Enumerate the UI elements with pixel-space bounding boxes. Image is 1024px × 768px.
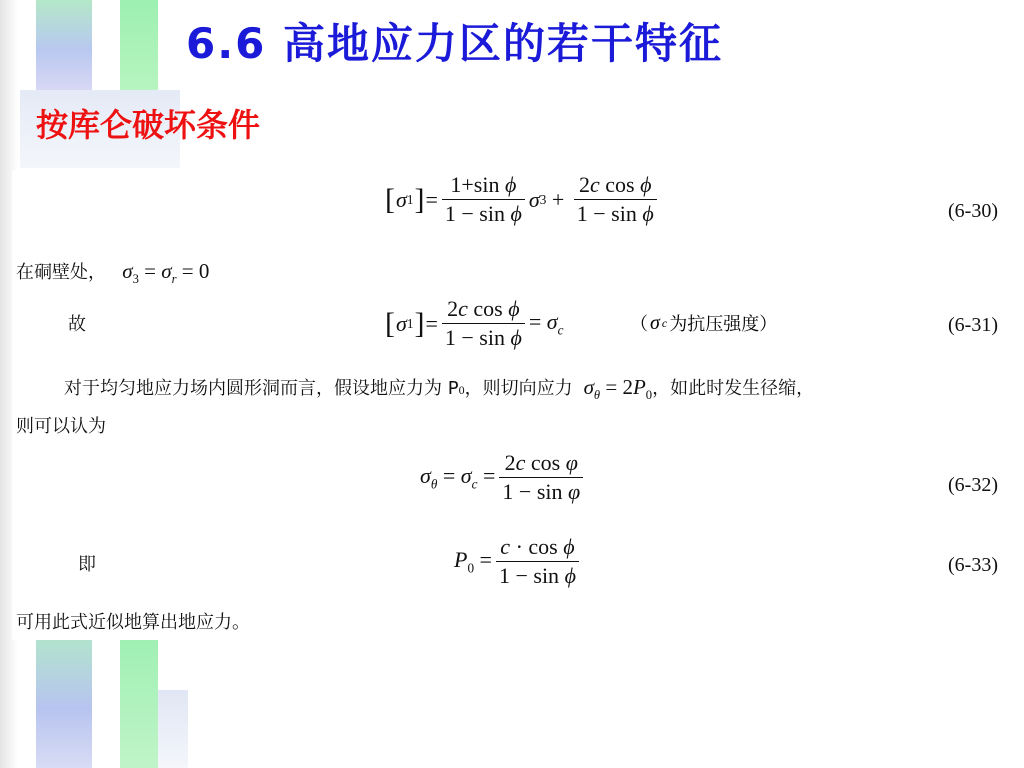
para1-text: 对于均匀地应力场内圆形洞而言，假设地应力为 P — [64, 378, 459, 399]
tangential-stress-formula: $\sigma_\theta = 2P_0$ — [583, 375, 653, 403]
slide-subtitle: 按库仑破坏条件 — [36, 106, 261, 144]
wall-condition-formula: $\sigma_3 = \sigma_r = 0$ — [122, 259, 210, 287]
decor-tile — [92, 660, 120, 768]
paragraph-line-1: 对于均匀地应力场内圆形洞而言，假设地应力为 P0，则切向应力 $\sigma_\theta = 2P_0$，如此时发生径缩， — [64, 375, 815, 403]
equation-number: (6-33) — [948, 554, 998, 576]
paragraph-line-2: 则可以认为 — [16, 416, 106, 437]
equation-number: (6-32) — [948, 474, 998, 496]
para1-tail: ，如此时发生径缩， — [652, 378, 815, 399]
equation-6-31: [ σ 1 ] = $\frac{\text{2c cos ϕ}}{\text{1 − sin ϕ}}$ = $\sigma_c$ — [385, 296, 564, 350]
slide-title: 6.6 高地应力区的若干特征 — [186, 19, 724, 68]
conclusion-text: 可用此式近似地算出地应力。 — [16, 612, 250, 633]
para1-after: ，则切向应力 — [464, 378, 573, 399]
namely-label: 即 — [78, 554, 96, 575]
decor-tile — [120, 640, 158, 768]
wall-condition-label: 在硐壁处， — [16, 262, 106, 283]
equation-6-33: $P_0$ = $\frac{\text{c · cos ϕ}}{\text{1 − sin ϕ}}$ — [454, 534, 583, 589]
wall-condition — [16, 258, 209, 292]
decor-tile — [36, 620, 92, 768]
decor-tile — [36, 0, 92, 90]
therefore-label: 故 — [68, 314, 86, 335]
note-text: 为抗压强度） — [669, 314, 778, 335]
equation-6-32: $\sigma_\theta = \sigma_c$ = $\frac{\text{2c cos φ}}{\text{1 − sin φ}}$ — [420, 450, 587, 505]
decor-tile — [120, 0, 158, 92]
decor-tile — [92, 0, 120, 68]
equation-number: (6-31) — [948, 314, 998, 336]
equation-6-30: [ σ 1 ] = $\frac{\text{1+sin ϕ}}{\text{1 − sin ϕ}}$ σ 3 + $\frac{\text{2c cos ϕ}}{\text{1 − sin ϕ}}$ — [384, 172, 661, 227]
compressive-strength-note: （ σ c 为抗压强度） — [630, 311, 778, 335]
equation-number: (6-30) — [948, 200, 998, 222]
decor-tile — [158, 690, 188, 768]
